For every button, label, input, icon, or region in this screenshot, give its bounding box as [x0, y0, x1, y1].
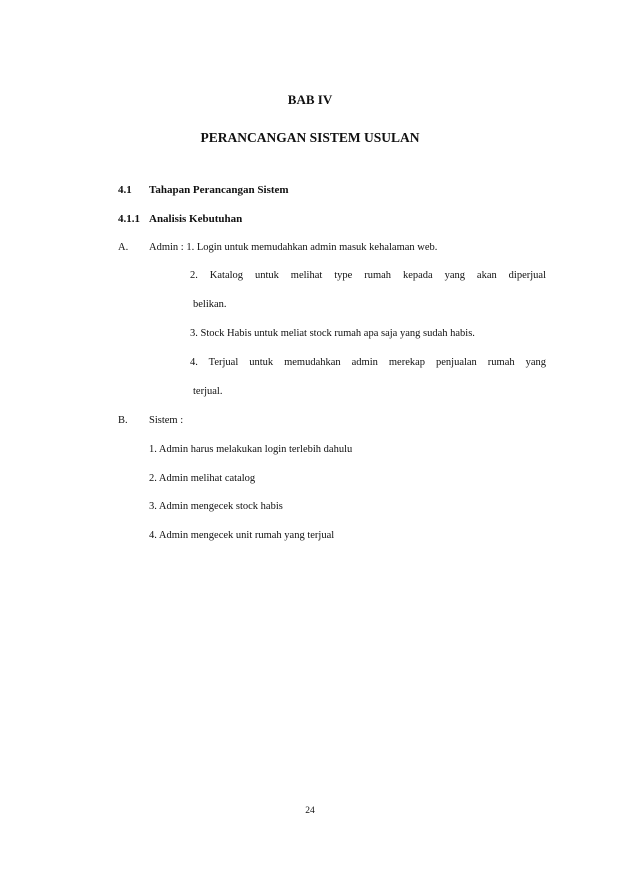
item-a-line-2b: belikan. — [193, 299, 227, 310]
subsection-number: 4.1.1 — [118, 213, 140, 225]
item-b-list-item-3: 3. Admin mengecek stock habis — [149, 501, 283, 512]
item-b-marker: B. — [118, 415, 128, 426]
item-b-list-item-1: 1. Admin harus melakukan login terlebih dahulu — [149, 444, 353, 455]
item-a-intro: Admin : 1. Login untuk memudahkan admin masuk kehalaman web. — [149, 242, 438, 253]
item-b-label: Sistem : — [149, 415, 184, 426]
item-a-line-4b: terjual. — [193, 386, 223, 397]
section-title: Tahapan Perancangan Sistem — [149, 184, 289, 196]
item-a-marker: A. — [118, 242, 129, 253]
subsection-title: Analisis Kebutuhan — [149, 213, 243, 225]
item-a-line-4a: 4. Terjual untuk memudahkan admin merekap penjualan rumah yang — [190, 357, 546, 368]
item-a-line-3: 3. Stock Habis untuk meliat stock rumah apa saja yang sudah habis. — [190, 328, 475, 339]
section-number: 4.1 — [118, 184, 132, 196]
item-b-list-item-4: 4. Admin mengecek unit rumah yang terjual — [149, 530, 335, 541]
chapter-title: PERANCANGAN SISTEM USULAN — [200, 130, 420, 145]
item-a-line-2a: 2. Katalog untuk melihat type rumah kepada yang akan diperjual — [190, 270, 546, 281]
chapter-heading: BAB IV — [287, 92, 333, 107]
item-b-list-item-2: 2. Admin melihat catalog — [149, 473, 256, 484]
page-number: 24 — [305, 806, 315, 816]
